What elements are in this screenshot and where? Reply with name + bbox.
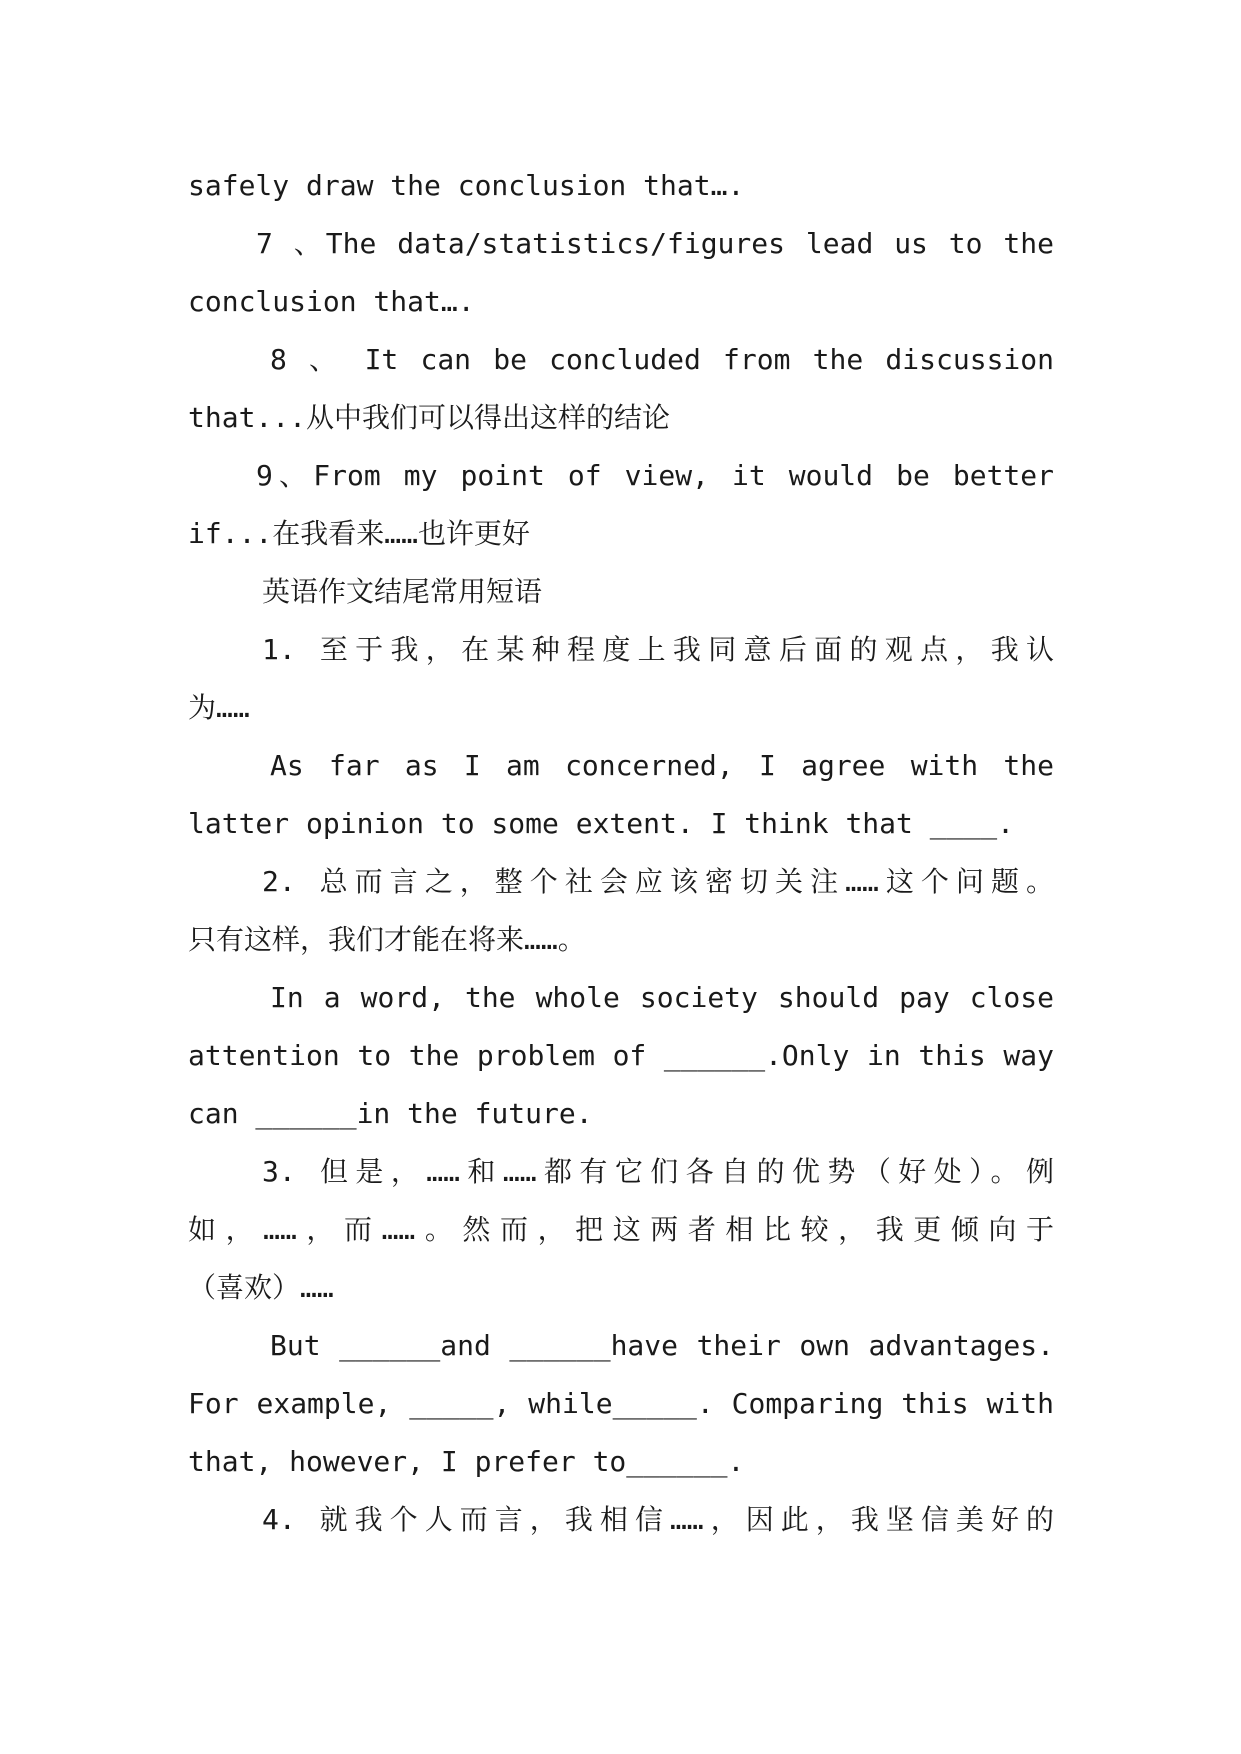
text-line-1: safely draw the conclusion that….: [188, 169, 745, 202]
text-line-6: 9、From my point of view, it would be better: [256, 459, 1054, 492]
section-heading: 英语作文结尾常用短语: [262, 575, 543, 608]
text-line-22: For example, _____, while_____. Comparing this with: [188, 1387, 1054, 1420]
text-line-20: （喜欢）……: [188, 1271, 334, 1304]
text-line-9: 1. 至于我，在某种程度上我同意后面的观点，我认: [262, 633, 1054, 666]
text-line-13: 2. 总而言之，整个社会应该密切关注……这个问题。: [262, 865, 1054, 898]
text-line-17: can ______in the future.: [188, 1097, 593, 1130]
text-line-23: that, however, I prefer to______.: [188, 1445, 745, 1478]
text-line-15: In a word, the whole society should pay close: [270, 981, 1054, 1014]
text-line-5: that...从中我们可以得出这样的结论: [188, 401, 671, 434]
text-line-10: 为……: [188, 691, 250, 724]
text-line-19: 如，……，而……。然而，把这两者相比较，我更倾向于: [188, 1213, 1054, 1246]
text-line-21: But ______and ______have their own advantages.: [270, 1329, 1054, 1362]
text-line-7: if...在我看来……也许更好: [188, 517, 531, 550]
text-line-2: 7 、The data/statistics/figures lead us to the: [256, 227, 1054, 260]
text-line-4: 8 、 It can be concluded from the discussion: [270, 343, 1054, 376]
text-line-18: 3. 但是，……和……都有它们各自的优势（好处）。例: [262, 1155, 1054, 1188]
text-line-24: 4. 就我个人而言，我相信……，因此，我坚信美好的: [262, 1503, 1054, 1536]
text-line-16: attention to the problem of ______.Only in this way: [188, 1039, 1054, 1072]
text-line-12: latter opinion to some extent. I think that ____.: [188, 807, 1015, 840]
text-line-3: conclusion that….: [188, 285, 475, 318]
text-line-11: As far as I am concerned, I agree with the: [270, 749, 1054, 782]
text-line-14: 只有这样，我们才能在将来……。: [188, 923, 586, 956]
